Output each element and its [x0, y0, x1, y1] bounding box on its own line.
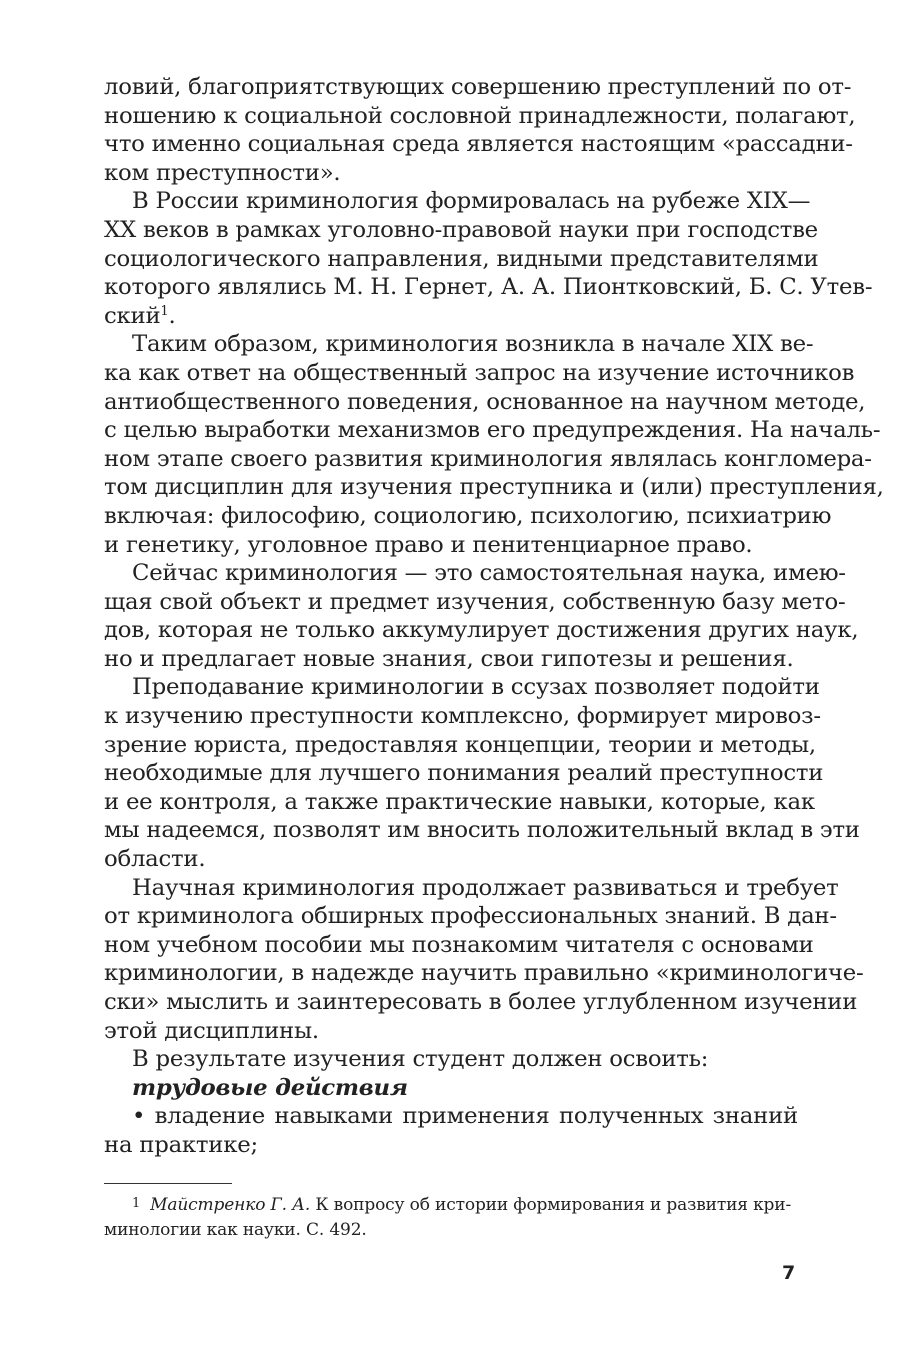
text-line: и ее контроля, а также практические навыки, которые, как [104, 788, 815, 815]
footnote-divider [104, 1183, 232, 1184]
footnote-number: 1 [132, 1196, 141, 1211]
text-line: мы надеемся, позволят им вносить положительный вклад в эти [104, 817, 860, 844]
paragraph-7: В результате изучения студент должен освоить: [132, 1046, 709, 1073]
text-line: Сейчас криминология — это самостоятельная наука, имею- [132, 560, 846, 587]
paragraph-4 [104, 559, 859, 673]
footnote-line: минологии как науки. С. 492. [104, 1220, 367, 1240]
footnote-text: К вопросу об истории формирования и развития кри- [310, 1195, 792, 1215]
text-line: ном учебном пособии мы познакомим читателя с основами [104, 931, 814, 958]
page-number: 7 [782, 1262, 796, 1284]
text-fragment: . [168, 302, 176, 329]
text-line [104, 302, 798, 331]
text-line: XX веков в рамках уголовно-правовой науки при господстве [104, 216, 818, 243]
footnote [104, 1193, 798, 1243]
text-line: щая свой объект и предмет изучения, собственную базу мето- [104, 588, 846, 615]
paragraph-6 [104, 874, 864, 1046]
text-fragment: ский [104, 302, 161, 329]
text-line: Научная криминология продолжает развиваться и требует [132, 874, 839, 901]
paragraph-5 [104, 673, 860, 873]
text-line: этой дисциплины. [104, 1017, 319, 1044]
text-line: ски» мыслить и заинтересовать в более углубленном изучении [104, 989, 858, 1015]
text-line: дов, которая не только аккумулирует достижения других наук, [104, 617, 859, 644]
text-line: Преподавание криминологии в ссузах позволяет подойти [132, 674, 820, 701]
bullet-item [104, 1102, 798, 1159]
text-line: В России криминология формировалась на рубеже XIX— [132, 188, 811, 215]
text-line: ношению к социальной сословной принадлежности, полагают, [104, 102, 856, 129]
text-line: с целью выработки механизмов его предупреждения. На началь- [104, 417, 881, 444]
text-line: криминологии, в надежде научить правильно «криминологиче- [104, 960, 864, 987]
text-line: и генетику, уголовное право и пенитенциарное право. [104, 531, 753, 558]
text-line: от криминолога обширных профессиональных знаний. В дан- [104, 903, 837, 930]
paragraph-3 [104, 330, 884, 559]
text-line: ка как ответ на общественный запрос на изучение источников [104, 359, 855, 386]
section-heading: трудовые действия [132, 1074, 408, 1101]
text-line: которого являлись М. Н. Гернет, А. А. Пионтковский, Б. С. Утев- [104, 274, 873, 301]
text-line: ном этапе своего развития криминология являлась конгломера- [104, 445, 872, 472]
main-text [104, 73, 884, 1160]
text-line: Таким образом, криминология возникла в начале XIX ве- [132, 331, 814, 358]
footnote-line [104, 1193, 798, 1218]
text-line: • владение навыками применения полученных знаний [132, 1103, 798, 1130]
text-line: но и предлагает новые знания, свои гипотезы и решения. [104, 645, 794, 672]
text-line: на практике; [104, 1131, 258, 1158]
text-line: социологического направления, видными представителями [104, 245, 819, 272]
text-line: что именно социальная среда является настоящим «рассадни- [104, 131, 853, 158]
paragraph-1 [104, 73, 856, 187]
text-line: необходимые для лучшего понимания реалий преступности [104, 760, 824, 787]
paragraph-2 [104, 187, 873, 330]
text-line: к изучению преступности комплексно, формирует мировоз- [104, 703, 821, 730]
text-line: области. [104, 846, 206, 873]
text-line: зрение юриста, предоставляя концепции, теории и методы, [104, 731, 816, 758]
text-line: включая: философию, социологию, психологию, психиатрию [104, 502, 832, 529]
text-line: том дисциплин для изучения преступника и (или) преступления, [104, 474, 884, 501]
footnote-ref[interactable]: 1 [160, 303, 169, 319]
text-line: ком преступности». [104, 159, 341, 186]
text-line: антиобщественного поведения, основанное на научном методе, [104, 388, 866, 415]
footnote-author: Майстренко Г. А. [150, 1195, 311, 1215]
text-line: ловий, благоприятствующих совершению преступлений по от- [104, 74, 852, 100]
